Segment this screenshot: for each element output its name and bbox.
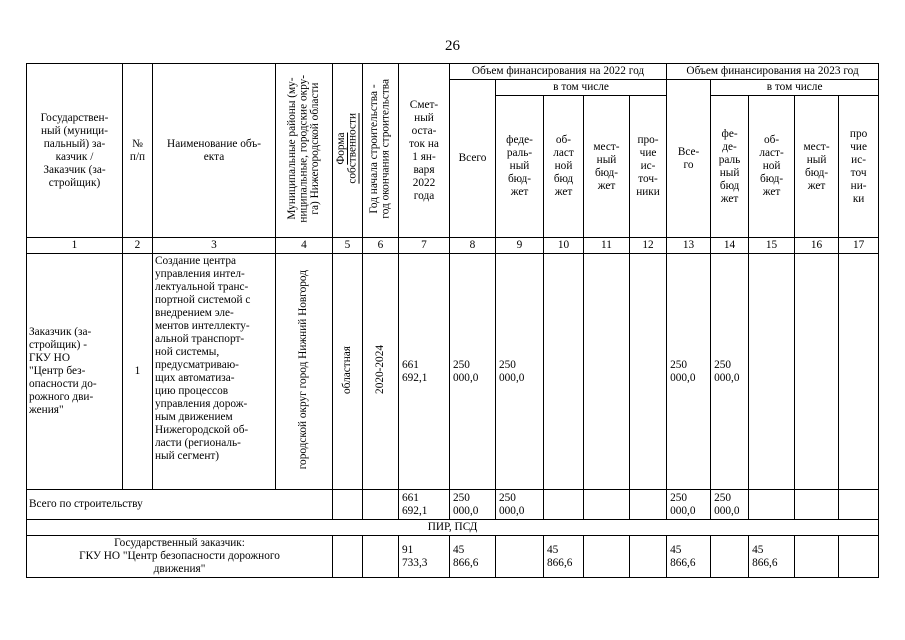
row-years: 2020-2024 bbox=[373, 345, 386, 394]
header-regional-2022: об- ласт ной бюд жет bbox=[544, 96, 584, 238]
row-municipal: городской округ город Нижний Новгород bbox=[297, 269, 310, 470]
row-estimate: 661 692,1 bbox=[399, 254, 450, 490]
column-number: 10 bbox=[544, 238, 584, 254]
gov-row bbox=[27, 536, 879, 578]
total-regional-2023 bbox=[749, 490, 795, 520]
gov-other-2023 bbox=[839, 536, 879, 578]
financing-table bbox=[26, 63, 879, 578]
header-local-2022: мест- ный бюд- жет bbox=[584, 96, 630, 238]
gov-other-2022 bbox=[630, 536, 667, 578]
gov-local-2022 bbox=[584, 536, 630, 578]
row-other-2023 bbox=[839, 254, 879, 490]
gov-regional-2023: 45 866,6 bbox=[749, 536, 795, 578]
total-row bbox=[27, 490, 879, 520]
total-total-2022: 250 000,0 bbox=[450, 490, 496, 520]
column-number: 7 bbox=[399, 238, 450, 254]
header-num: № п/п bbox=[123, 64, 153, 238]
column-number: 6 bbox=[363, 238, 399, 254]
row-years-cell bbox=[363, 254, 399, 490]
column-number: 17 bbox=[839, 238, 879, 254]
header-other-2023: про чие ис- точ ни- ки bbox=[839, 96, 879, 238]
column-number: 5 bbox=[333, 238, 363, 254]
header-estimate: Смет- ный оста- ток на 1 ян- варя 2022 года bbox=[399, 64, 450, 238]
header-including-2023: в том числе bbox=[711, 80, 879, 96]
header-total-2022: Всего bbox=[450, 80, 496, 238]
row-ownership-cell bbox=[333, 254, 363, 490]
section-title: ПИР, ПСД bbox=[27, 520, 879, 536]
total-ownership bbox=[333, 490, 363, 520]
header-years-cell bbox=[363, 64, 399, 238]
gov-federal-2022 bbox=[496, 536, 544, 578]
total-total-2023: 250 000,0 bbox=[667, 490, 711, 520]
total-local-2022 bbox=[584, 490, 630, 520]
total-years bbox=[363, 490, 399, 520]
header-years: Год начала строительства - год окончания строительства bbox=[368, 78, 392, 219]
gov-federal-2023 bbox=[711, 536, 749, 578]
gov-estimate: 91 733,3 bbox=[399, 536, 450, 578]
total-estimate: 661 692,1 bbox=[399, 490, 450, 520]
header-object-name: Наименование объ- екта bbox=[153, 64, 276, 238]
row-regional-2022 bbox=[544, 254, 584, 490]
header-fin-2023: Объем финансирования на 2023 год bbox=[667, 64, 879, 80]
total-local-2023 bbox=[795, 490, 839, 520]
row-municipal-cell bbox=[276, 254, 333, 490]
gov-regional-2022: 45 866,6 bbox=[544, 536, 584, 578]
column-numbers-row bbox=[27, 238, 879, 254]
row-customer: Заказчик (за- стройщик) - ГКУ НО "Центр без- опасности до- рожного дви- жения" bbox=[27, 254, 123, 490]
row-federal-2023: 250 000,0 bbox=[711, 254, 749, 490]
section-row bbox=[27, 520, 879, 536]
row-ownership: областная bbox=[340, 345, 353, 394]
row-regional-2023 bbox=[749, 254, 795, 490]
row-total-2023: 250 000,0 bbox=[667, 254, 711, 490]
column-number: 16 bbox=[795, 238, 839, 254]
row-federal-2022: 250 000,0 bbox=[496, 254, 544, 490]
header-municipal: Муниципальные районы (му- ниципальные, городские окру- га) Нижегородской области bbox=[285, 74, 321, 223]
header-including-2022: в том числе bbox=[496, 80, 667, 96]
total-label: Всего по строительству bbox=[27, 490, 333, 520]
column-number: 3 bbox=[153, 238, 276, 254]
column-number: 11 bbox=[584, 238, 630, 254]
header-ownership-cell bbox=[333, 64, 363, 238]
header-regional-2023: об- ласт- ной бюд- жет bbox=[749, 96, 795, 238]
row-num: 1 bbox=[123, 254, 153, 490]
row-other-2022 bbox=[630, 254, 667, 490]
gov-ownership bbox=[333, 536, 363, 578]
column-number: 2 bbox=[123, 238, 153, 254]
gov-years bbox=[363, 536, 399, 578]
header-municipal-cell bbox=[276, 64, 333, 238]
header-fin-2022: Объем финансирования на 2022 год bbox=[450, 64, 667, 80]
column-number: 14 bbox=[711, 238, 749, 254]
gov-local-2023 bbox=[795, 536, 839, 578]
column-number: 13 bbox=[667, 238, 711, 254]
column-number: 9 bbox=[496, 238, 544, 254]
header-federal-2023: фе- де- раль ный бюд жет bbox=[711, 96, 749, 238]
column-number: 8 bbox=[450, 238, 496, 254]
header-total-2023: Все- го bbox=[667, 80, 711, 238]
total-other-2023 bbox=[839, 490, 879, 520]
column-number: 12 bbox=[630, 238, 667, 254]
row-object-name: Создание центра управления интел- лектуальной транс- портной системой с внедрением эле- ментов интеллекту- альной транспорт- ной системы, предусматриваю- щих автоматиза- цию процессов управления дорож- ным движением Нижегородской об- ласти (региональ- ный сегмент) bbox=[153, 254, 276, 490]
page-number: 26 bbox=[445, 38, 460, 54]
column-number: 1 bbox=[27, 238, 123, 254]
gov-label: Государственный заказчик: ГКУ НО "Центр безопасности дорожного движения" bbox=[27, 536, 333, 578]
row-local-2023 bbox=[795, 254, 839, 490]
total-federal-2022: 250 000,0 bbox=[496, 490, 544, 520]
header-customer: Государствен- ный (муници- пальный) за- казчик / Заказчик (за- стройщик) bbox=[27, 64, 123, 238]
column-number: 4 bbox=[276, 238, 333, 254]
header-local-2023: мест- ный бюд- жет bbox=[795, 96, 839, 238]
row-local-2022 bbox=[584, 254, 630, 490]
total-regional-2022 bbox=[544, 490, 584, 520]
gov-total-2022: 45 866,6 bbox=[450, 536, 496, 578]
column-number: 15 bbox=[749, 238, 795, 254]
header-federal-2022: феде- раль- ный бюд- жет bbox=[496, 96, 544, 238]
total-other-2022 bbox=[630, 490, 667, 520]
gov-total-2023: 45 866,6 bbox=[667, 536, 711, 578]
table-row bbox=[27, 254, 879, 490]
row-total-2022: 250 000,0 bbox=[450, 254, 496, 490]
header-other-2022: про- чие ис- точ- ники bbox=[630, 96, 667, 238]
total-federal-2023: 250 000,0 bbox=[711, 490, 749, 520]
header-ownership: Форма собственности bbox=[335, 113, 359, 184]
